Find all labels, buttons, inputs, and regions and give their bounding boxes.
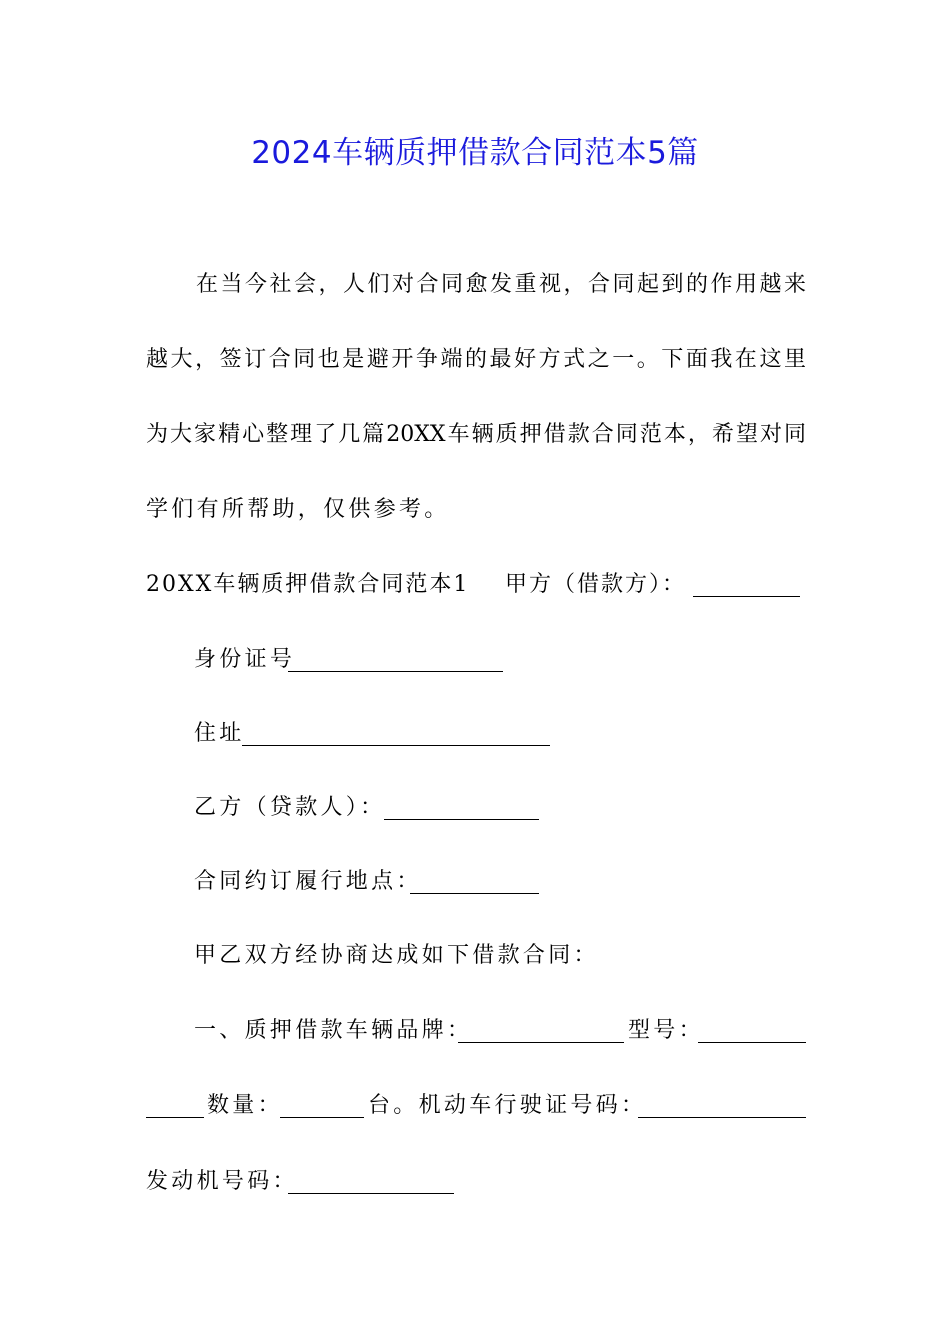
intro-line-4: 学们有所帮助，仅供参考。 xyxy=(146,497,450,522)
clause1-engine-label: 发动机号码： xyxy=(146,1169,298,1194)
intro-line-2: 越大，签订合同也是避开争端的最好方式之一。下面我在这里 xyxy=(146,347,806,372)
clause1-model-blank-continued xyxy=(146,1091,204,1118)
intro-line-3: 为大家精心整理了几篇20XX车辆质押借款合同范本，希望对同 xyxy=(146,422,806,447)
agreement-line: 甲乙双方经协商达成如下借款合同： xyxy=(194,943,599,968)
place-label: 合同约订履行地点： xyxy=(194,869,422,894)
section-heading: 20XX车辆质押借款合同范本1 xyxy=(146,572,470,597)
party-b-label: 乙方（贷款人）： xyxy=(194,795,386,820)
clause1-unit-license-label: 台。机动车行驶证号码： xyxy=(368,1093,647,1118)
address-label: 住址 xyxy=(194,721,245,746)
party-a-blank xyxy=(693,570,800,597)
clause1-model-label: 型号： xyxy=(628,1018,704,1043)
id-number-blank xyxy=(288,645,503,672)
intro-line-1: 在当今社会，人们对合同愈发重视，合同起到的作用越来 xyxy=(196,272,806,297)
party-b-blank xyxy=(384,793,539,820)
clause1-engine-blank xyxy=(288,1167,454,1194)
clause1-brand-blank xyxy=(458,1016,624,1043)
clause1-model-blank xyxy=(698,1016,806,1043)
party-a-label: 甲方（借款方）： xyxy=(505,572,687,597)
clause1-brand-label: 一、质押借款车辆品牌： xyxy=(194,1018,473,1043)
clause1-license-blank xyxy=(638,1091,806,1118)
address-blank xyxy=(242,719,550,746)
document-title: 2024车辆质押借款合同范本5篇 xyxy=(251,135,699,171)
clause1-quantity-label: 数量： xyxy=(207,1093,283,1118)
id-number-label: 身份证号 xyxy=(194,647,296,672)
clause1-quantity-blank xyxy=(280,1091,364,1118)
place-blank xyxy=(410,867,539,894)
